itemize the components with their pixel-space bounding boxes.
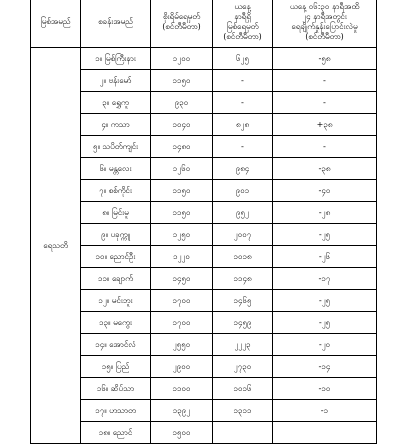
level-change-cell: -၂၈ <box>273 202 377 224</box>
danger-level-cell: ၁၁၅၀ <box>151 70 213 92</box>
station-cell: ၁၃။ မကွေး <box>81 312 151 334</box>
header-change-line-1: ယနေ့ ၀၆:၃၀ နာရီအထိ <box>289 2 360 11</box>
river-level-cell: ၉၅၂ <box>213 202 273 224</box>
danger-level-cell: ၁၂၀၀ <box>151 48 213 70</box>
station-cell: ၄။ ကသာ <box>81 114 151 136</box>
station-cell: ၁၈။ ညောင် <box>81 422 151 444</box>
danger-level-cell: ၁၀၄၀ <box>151 114 213 136</box>
table-row <box>31 70 377 92</box>
level-change-cell: -၁၀ <box>273 378 377 400</box>
table-row <box>31 246 377 268</box>
header-level-line-4: (စင်တီမီတာ) <box>223 32 262 41</box>
danger-level-cell: ၁၄၅၀ <box>151 268 213 290</box>
table-row <box>31 224 377 246</box>
table-header-row <box>31 0 377 48</box>
danger-level-cell: ၁၁၅၀ <box>151 202 213 224</box>
river-level-cell: ၁၃၁၁ <box>213 400 273 422</box>
water-level-table <box>30 0 377 444</box>
danger-level-cell: ၁၂၂၀ <box>151 246 213 268</box>
table-row <box>31 422 377 444</box>
station-cell: ၁၇။ ဟသာတ <box>81 400 151 422</box>
station-cell: ၁၁။ ချောက် <box>81 268 151 290</box>
danger-level-cell: ၁၂၆၀ <box>151 158 213 180</box>
table-row <box>31 136 377 158</box>
table-row <box>31 356 377 378</box>
station-cell: ၁၅။ ပြည် <box>81 356 151 378</box>
level-change-cell: -၂၅ <box>273 290 377 312</box>
danger-level-cell: ၁၇၀၀ <box>151 290 213 312</box>
river-level-cell: ၁၁၄၈ <box>213 268 273 290</box>
river-level-cell: ၁၄၆၅ <box>213 290 273 312</box>
table-row <box>31 290 377 312</box>
station-cell: ၁။ မြစ်ကြီးနား <box>81 48 151 70</box>
danger-level-cell: ၉၃၀ <box>151 92 213 114</box>
header-danger-level <box>151 0 213 48</box>
river-level-cell: ၁၄၅၉ <box>213 312 273 334</box>
level-change-cell <box>273 422 377 444</box>
header-level-line-2: နာရီရှိ <box>234 12 251 21</box>
table-body <box>31 48 377 444</box>
river-level-cell: ၆၂၅ <box>213 48 273 70</box>
level-change-cell: - <box>273 70 377 92</box>
header-level-change <box>273 0 377 48</box>
table-row <box>31 334 377 356</box>
river-level-cell: ၉၈၄ <box>213 158 273 180</box>
station-cell: ၁၆။ ဆိပ်သာ <box>81 378 151 400</box>
danger-level-cell: ၁၁၅၀ <box>151 180 213 202</box>
header-level-line-1: ယနေ့ <box>234 2 251 11</box>
river-level-cell: - <box>213 92 273 114</box>
level-change-cell: +၃၈ <box>273 114 377 136</box>
river-level-cell: ၂၇၃၀ <box>213 356 273 378</box>
table-row <box>31 48 377 70</box>
table-row <box>31 114 377 136</box>
station-cell: ၂။ ဗန်းမော် <box>81 70 151 92</box>
river-level-cell: ၂၀၀၇ <box>213 224 273 246</box>
level-change-cell: -၁ <box>273 400 377 422</box>
danger-level-cell: ၂၉၀၀ <box>151 356 213 378</box>
table-row <box>31 400 377 422</box>
header-station-name: စခန်းအမည် <box>81 0 151 48</box>
danger-level-cell: ၁၇၀၀ <box>151 312 213 334</box>
level-change-cell: -၂၆ <box>273 246 377 268</box>
station-cell: ၅။ သပိတ်ကျင်း <box>81 136 151 158</box>
header-level-line-3: မြစ်ရေမှတ် <box>226 22 259 31</box>
table-row <box>31 268 377 290</box>
station-cell: ၈။ မြင်းမူ <box>81 202 151 224</box>
header-danger-line-1: စိုးရိမ်ရေမှတ် <box>163 12 200 21</box>
danger-level-cell: ၁၅၀၀ <box>151 422 213 444</box>
table-row <box>31 158 377 180</box>
level-change-cell: -၅၈ <box>273 48 377 70</box>
header-river-level <box>213 0 273 48</box>
river-level-cell: ၈၂၈ <box>213 114 273 136</box>
header-river-name: မြစ်အမည် <box>31 0 81 48</box>
table-row <box>31 92 377 114</box>
station-cell: ၁၂။ မင်းဘူး <box>81 290 151 312</box>
station-cell: ၉။ ပခုက္ကူ <box>81 224 151 246</box>
station-cell: ၁၀။ ညောင်ဦး <box>81 246 151 268</box>
river-name-cell: ရေသတိ <box>31 48 81 444</box>
level-change-cell: -၁၄ <box>273 356 377 378</box>
table-row <box>31 202 377 224</box>
level-change-cell: -၂၅ <box>273 224 377 246</box>
danger-level-cell: ၁၂၅၀ <box>151 224 213 246</box>
level-change-cell: -၂၀ <box>273 334 377 356</box>
header-change-line-4: (စင်တီမီတာ) <box>305 32 344 41</box>
level-change-cell: -၄၀ <box>273 180 377 202</box>
danger-level-cell: ၁၄၈၀ <box>151 136 213 158</box>
danger-level-cell: ၁၃၉၂ <box>151 400 213 422</box>
river-level-cell: ၉၀၁ <box>213 180 273 202</box>
header-change-line-3: ရေချိုက်နှုန်းပြောင်းလဲမှု <box>291 22 358 31</box>
header-danger-line-2: (စင်တီမီတာ) <box>162 22 201 31</box>
level-change-cell: - <box>273 92 377 114</box>
header-change-line-2: ၂၄ နာရီအတွင်း <box>302 12 347 21</box>
river-level-cell: ၁၀၁၈ <box>213 246 273 268</box>
station-cell: ၇။ စစ်ကိုင်း <box>81 180 151 202</box>
table-row <box>31 378 377 400</box>
river-level-cell: - <box>213 136 273 158</box>
danger-level-cell: ၂၅၅၀ <box>151 334 213 356</box>
table-row <box>31 180 377 202</box>
river-level-cell <box>213 422 273 444</box>
river-level-cell: - <box>213 70 273 92</box>
level-change-cell: - <box>273 136 377 158</box>
danger-level-cell: ၁၁၀၀ <box>151 378 213 400</box>
station-cell: ၆။ မန္တလေး <box>81 158 151 180</box>
station-cell: ၁၄။ အောင်လံ <box>81 334 151 356</box>
table-row <box>31 312 377 334</box>
level-change-cell: -၁၇ <box>273 268 377 290</box>
river-level-cell: ၁၀၁၆ <box>213 378 273 400</box>
station-cell: ၃။ ရွှေကူ <box>81 92 151 114</box>
river-level-cell: ၂၂၂၃ <box>213 334 273 356</box>
level-change-cell: -၂၅ <box>273 312 377 334</box>
level-change-cell: -၃၈ <box>273 158 377 180</box>
